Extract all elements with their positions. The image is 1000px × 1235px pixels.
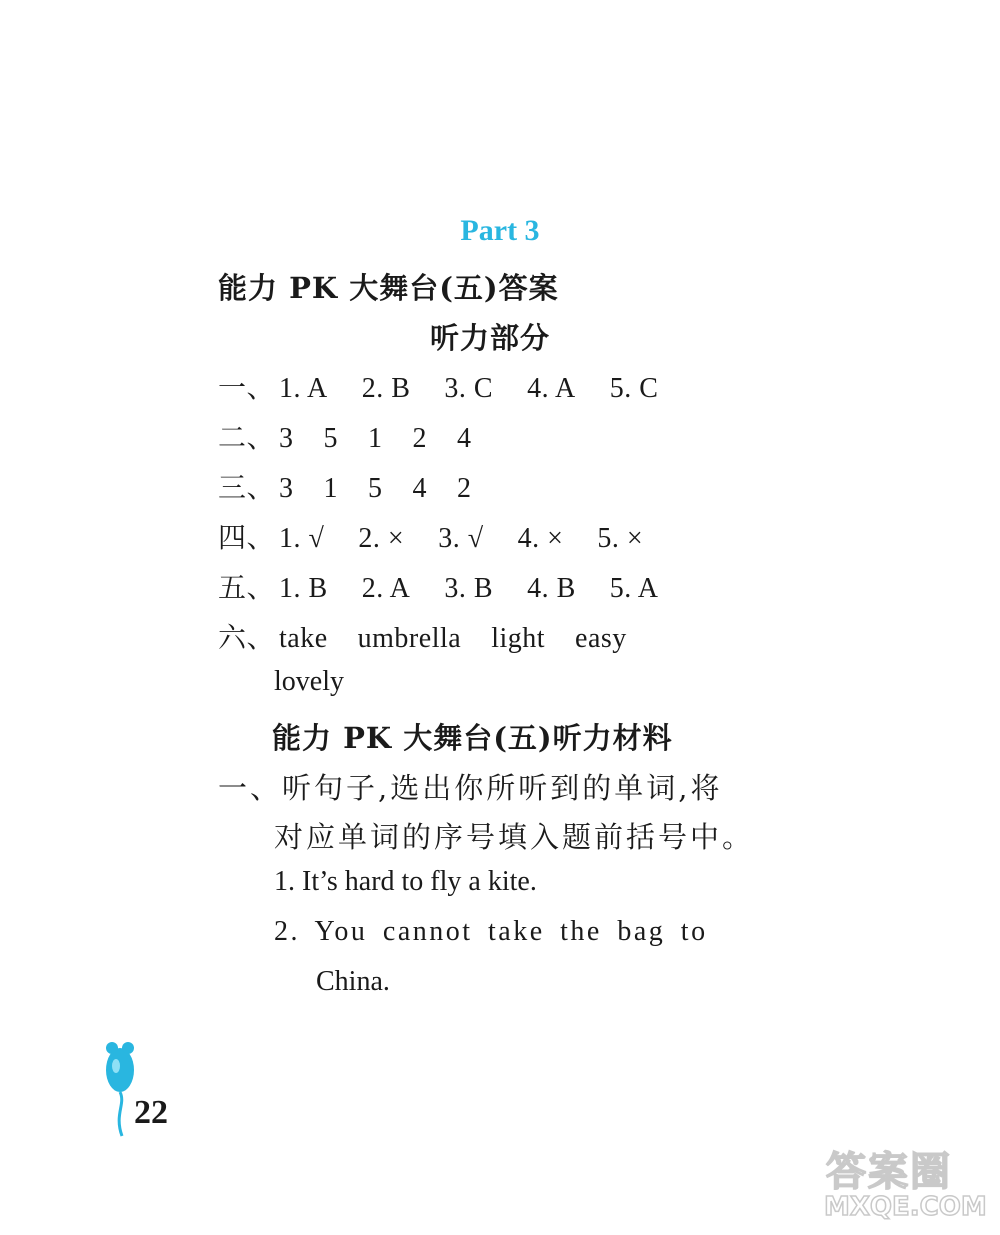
answer-item: 2. ×	[358, 523, 405, 554]
answer-item: 3. B	[444, 573, 494, 604]
answer-row-5	[218, 566, 688, 606]
materials-heading: 能力 PK 大舞台(五)听力材料	[272, 721, 673, 755]
answer-item: 4	[457, 423, 472, 454]
answer-item: 5. C	[609, 373, 659, 404]
watermark-domain: MXQE.COM	[824, 1192, 987, 1222]
watermark	[820, 1140, 990, 1230]
answer-row-6-continuation: lovely	[274, 666, 344, 697]
answer-item: 4. B	[527, 573, 576, 604]
sentence-2-line-1	[274, 916, 708, 948]
answer-row-label: 五、	[218, 571, 276, 604]
answer-item: take	[279, 623, 328, 654]
instruction-line-2: 对应单词的序号填入题前括号中。	[274, 820, 755, 854]
answer-item: 5	[323, 423, 339, 454]
answer-item: 3. C	[444, 373, 494, 404]
answer-item: 2. B	[361, 373, 411, 404]
sentence-number: 2.	[274, 916, 300, 947]
answer-item: 3	[279, 473, 294, 504]
sentence-1	[274, 866, 537, 898]
answer-item: 5. ×	[597, 523, 644, 554]
answer-item: 2	[412, 423, 428, 454]
answer-row-label: 三、	[218, 471, 276, 504]
instruction-label: 一、	[218, 771, 283, 805]
answer-item: light	[491, 623, 546, 654]
answer-item: easy	[575, 623, 627, 654]
answer-row-label: 六、	[218, 621, 276, 654]
answer-item: 5. A	[609, 573, 659, 604]
sentence-2-line-2: China.	[316, 966, 390, 997]
sentence-text: You cannot take the bag to	[314, 916, 708, 947]
answer-item: 3	[279, 423, 294, 454]
answer-row-1	[218, 366, 688, 406]
listening-section-title: 听力部分	[430, 321, 551, 355]
answer-item: 1	[323, 473, 339, 504]
answer-item: 3. √	[438, 523, 484, 554]
answer-item: 4. ×	[517, 523, 564, 554]
answer-item: 2. A	[361, 573, 411, 604]
answer-item: 1	[368, 423, 383, 454]
answer-item: 4	[412, 473, 428, 504]
instruction-text: 听句子,选出你所听到的单词,将	[282, 771, 723, 805]
answer-row-2	[218, 416, 502, 456]
answer-row-label: 一、	[218, 371, 276, 404]
answer-item: 1. √	[279, 523, 325, 554]
page-number: 22	[134, 1094, 168, 1131]
answer-row-6	[218, 616, 657, 656]
answer-item: umbrella	[357, 623, 462, 654]
answer-heading: 能力 PK 大舞台(五)答案	[218, 271, 559, 305]
answer-item: 4. A	[527, 373, 576, 404]
answer-row-3	[218, 466, 502, 506]
answer-row-label: 四、	[218, 521, 276, 554]
answer-item: 1. A	[279, 373, 328, 404]
answer-item: 2	[457, 473, 472, 504]
answer-row-4	[218, 516, 673, 556]
sentence-text: It’s hard to fly a kite.	[302, 866, 537, 897]
answer-row-label: 二、	[218, 421, 276, 454]
instruction-line-1	[218, 766, 722, 807]
answer-item: 5	[368, 473, 383, 504]
watermark-chinese: 答案圈	[826, 1149, 952, 1195]
sentence-number: 1.	[274, 866, 295, 897]
answer-item: 1. B	[279, 573, 328, 604]
part-title: Part 3	[460, 214, 540, 247]
